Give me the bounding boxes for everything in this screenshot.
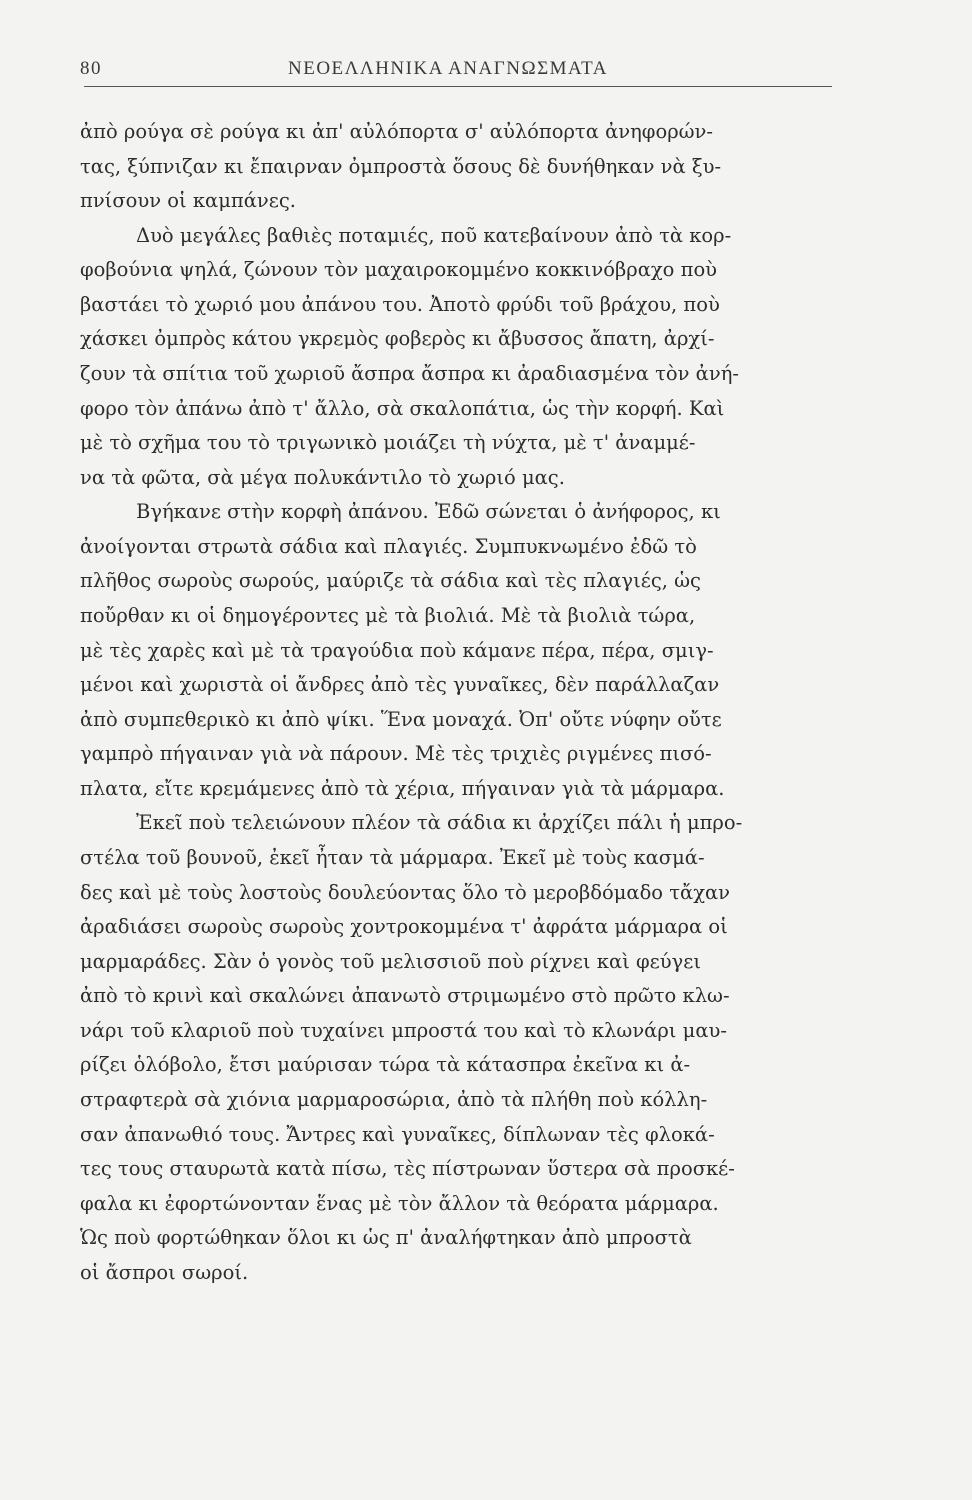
- text-line: τες τους σταυρωτὰ κατὰ πίσω, τὲς πίστρωναν ὕστερα σὰ προσκέ-: [80, 1157, 735, 1180]
- text-line: ἀπὸ ρούγα σὲ ρούγα κι ἀπ' αὐλόπορτα σ' αὐλόπορτα ἀνηφορών-: [80, 120, 713, 143]
- text-line: Δυὸ μεγάλες βαθιὲς ποταμιές, ποῦ κατεβαίνουν ἀπὸ τὰ κορ-: [136, 224, 732, 247]
- text-line: φοβούνια ψηλά, ζώνουν τὸν μαχαιροκομμένο κοκκινόβραχο ποὺ: [80, 258, 718, 281]
- text-line: ἀπὸ τὸ κρινὶ καὶ σκαλώνει ἀπανωτὸ στριμωμένο στὸ πρῶτο κλω-: [80, 984, 730, 1007]
- text-line: μὲ τὸ σχῆμα του τὸ τριγωνικὸ μοιάζει τὴ νύχτα, μὲ τ' ἀναμμέ-: [80, 431, 696, 454]
- text-line: ἀπὸ συμπεθερικὸ κι ἀπὸ ψίκι. Ἕνα μοναχά. Ὀπ' οὔτε νύφην οὔτε: [80, 708, 722, 731]
- text-line: φαλα κι ἐφορτώνονταν ἕνας μὲ τὸν ἄλλον τὰ θεόρατα μάρμαρα.: [80, 1192, 719, 1215]
- text-line: τας, ξύπνιζαν κι ἔπαιρναν ὀμπροστὰ ὅσους δὲ δυνήθηκαν νὰ ξυ-: [80, 155, 722, 178]
- page-number: 80: [80, 58, 102, 79]
- text-line: μὲ τὲς χαρὲς καὶ μὲ τὰ τραγούδια ποὺ κάμανε πέρα, πέρα, σμιγ-: [80, 639, 714, 662]
- running-head: [80, 58, 830, 88]
- text-line: σαν ἀπανωθιό τους. Ἄντρες καὶ γυναῖκες, δίπλωναν τὲς φλοκά-: [80, 1123, 715, 1146]
- text-line: ποὔρθαν κι οἱ δημογέροντες μὲ τὰ βιολιά. Μὲ τὰ βιολιὰ τώρα,: [80, 604, 696, 627]
- text-line: γαμπρὸ πήγαιναν γιὰ νὰ πάρουν. Μὲ τὲς τριχιὲς ριγμένες πισό-: [80, 742, 712, 765]
- text-line: νάρι τοῦ κλαριοῦ ποὺ τυχαίνει μπροστά του καὶ τὸ κλωνάρι μαυ-: [80, 1019, 727, 1042]
- text-line: μαρμαράδες. Σὰν ὁ γονὸς τοῦ μελισσιοῦ ποὺ ρίχνει καὶ φεύγει: [80, 950, 701, 973]
- running-title: ΝΕΟΕΛΛΗΝΙΚΑ ΑΝΑΓΝΩΣΜΑΤΑ: [288, 58, 608, 79]
- header-rule: [84, 86, 832, 87]
- text-line: ἀραδιάσει σωροὺς σωροὺς χοντροκομμένα τ' ἀφράτα μάρμαρα οἱ: [80, 915, 728, 938]
- text-line: ρίζει ὁλόβολο, ἔτσι μαύρισαν τώρα τὰ κάτασπρα ἐκεῖνα κι ἀ-: [80, 1053, 691, 1076]
- text-line: Ὡς ποὺ φορτώθηκαν ὅλοι κι ὡς π' ἀναλήφτηκαν ἀπὸ μπροστὰ: [80, 1226, 692, 1249]
- text-line: χάσκει ὀμπρὸς κάτου γκρεμὸς φοβερὸς κι ἄβυσσος ἄπατη, ἀρχί-: [80, 327, 715, 350]
- text-line: στέλα τοῦ βουνοῦ, ἐκεῖ ἦταν τὰ μάρμαρα. Ἐκεῖ μὲ τοὺς κασμά-: [80, 846, 705, 869]
- text-line: Βγήκανε στὴν κορφὴ ἀπάνου. Ἐδῶ σώνεται ὁ ἀνήφορος, κι: [136, 500, 721, 523]
- text-line: φορο τὸν ἀπάνω ἀπὸ τ' ἄλλο, σὰ σκαλοπάτια, ὡς τὴν κορφή. Καὶ: [80, 397, 725, 420]
- text-line: βαστάει τὸ χωριό μου ἀπάνου του. Ἀποτὸ φρύδι τοῦ βράχου, ποὺ: [80, 293, 720, 316]
- text-line: πνίσουν οἱ καμπάνες.: [80, 189, 296, 212]
- text-line: πλῆθος σωροὺς σωρούς, μαύριζε τὰ σάδια καὶ τὲς πλαγιές, ὡς: [80, 569, 701, 592]
- text-line: Ἐκεῖ ποὺ τελειώνουν πλέον τὰ σάδια κι ἀρχίζει πάλι ἡ μπρο-: [136, 811, 743, 834]
- text-line: δες καὶ μὲ τοὺς λοστοὺς δουλεύοντας ὅλο τὸ μεροβδόμαδο τἄχαν: [80, 881, 731, 904]
- text-line: ζουν τὰ σπίτια τοῦ χωριοῦ ἄσπρα ἄσπρα κι ἀραδιασμένα τὸν ἀνή-: [80, 362, 739, 385]
- text-line: να τὰ φῶτα, σὰ μέγα πολυκάντιλο τὸ χωριό μας.: [80, 466, 565, 489]
- text-line: μένοι καὶ χωριστὰ οἱ ἄνδρες ἀπὸ τὲς γυναῖκες, δὲν παράλλαζαν: [80, 673, 720, 696]
- text-line: στραφτερὰ σὰ χιόνια μαρμαροσώρια, ἀπὸ τὰ πλήθη ποὺ κόλλη-: [80, 1088, 708, 1111]
- text-line: πλατα, εἴτε κρεμάμενες ἀπὸ τὰ χέρια, πήγαιναν γιὰ τὰ μάρμαρα.: [80, 777, 725, 800]
- text-line: οἱ ἄσπροι σωροί.: [80, 1261, 249, 1284]
- text-line: ἀνοίγονται στρωτὰ σάδια καὶ πλαγιές. Συμπυκνωμένο ἐδῶ τὸ: [80, 535, 697, 558]
